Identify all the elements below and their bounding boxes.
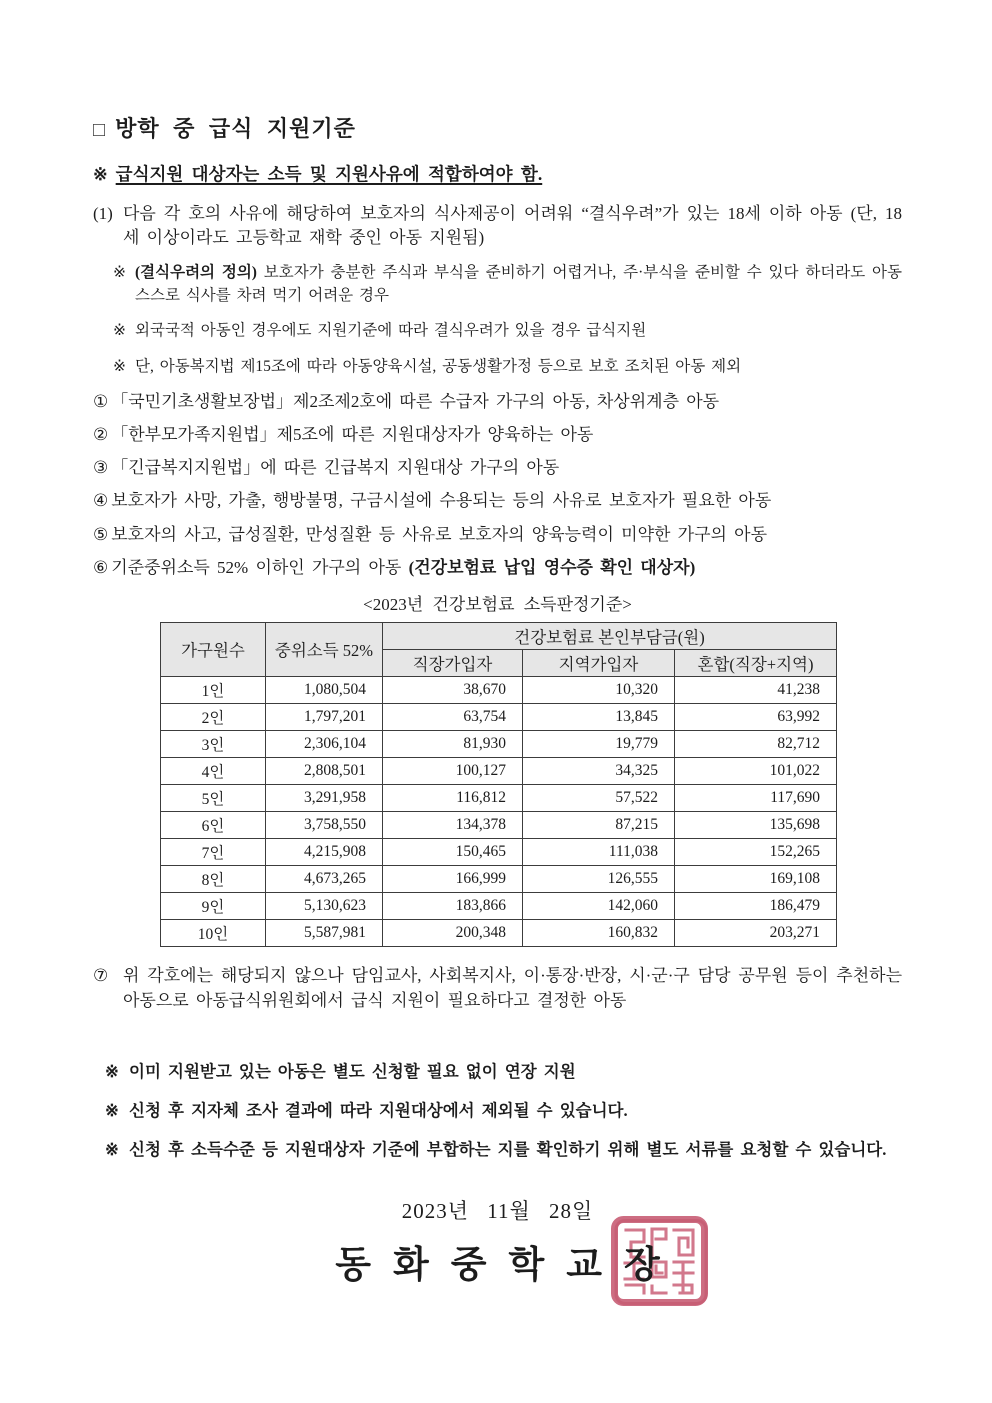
subtitle-notice (93, 161, 902, 186)
header-workplace-subscriber: 직장가입자 (383, 649, 523, 676)
table-row (161, 757, 837, 784)
household-size-cell: 4인 (161, 757, 266, 784)
note-text: 외국국적 아동인 경우에도 지원기준에 따라 결식우려가 있을 경우 급식지원 (135, 322, 647, 340)
circled-number-icon: ⑥ (93, 557, 109, 577)
amount-cell: 116,812 (383, 784, 523, 811)
circled-number-icon: ① (93, 392, 109, 412)
household-size-cell: 1인 (161, 676, 266, 703)
amount-cell: 3,758,550 (266, 811, 383, 838)
circled-number-icon: ⑤ (93, 524, 109, 544)
table-row (161, 811, 837, 838)
table-row (161, 892, 837, 919)
table-row (161, 865, 837, 892)
amount-cell: 111,038 (523, 838, 675, 865)
amount-cell: 5,587,981 (266, 919, 383, 946)
amount-cell: 134,378 (383, 811, 523, 838)
amount-cell: 10,320 (523, 676, 675, 703)
amount-cell: 63,754 (383, 703, 523, 730)
footnotes (105, 1060, 902, 1162)
criteria-item-4 (93, 490, 902, 512)
table-row (161, 730, 837, 757)
criteria-bold-text: (건강보험료 납입 영수증 확인 대상자) (408, 557, 696, 577)
household-size-cell: 3인 (161, 730, 266, 757)
amount-cell: 2,306,104 (266, 730, 383, 757)
amount-cell: 4,215,908 (266, 838, 383, 865)
amount-cell: 203,271 (675, 919, 837, 946)
table-row (161, 703, 837, 730)
household-size-cell: 5인 (161, 784, 266, 811)
amount-cell: 1,797,201 (266, 703, 383, 730)
amount-cell: 200,348 (383, 919, 523, 946)
reference-mark-icon: ※ (105, 1061, 119, 1081)
header-median-income: 중위소득 52% (266, 622, 383, 676)
clause-1-text: 다음 각 호의 사유에 해당하여 보호자의 식사제공이 어려워 “결식우려”가 있는 18세 이하 아동 (단, 18세 이상이라도 고등학교 재학 중인 아동 지원됨) (123, 204, 902, 248)
amount-cell: 57,522 (523, 784, 675, 811)
household-size-cell: 9인 (161, 892, 266, 919)
household-size-cell: 6인 (161, 811, 266, 838)
criteria-text: 「국민기초생활보장법」제2조제2호에 따른 수급자 가구의 아동, 차상위계층 아동 (111, 392, 720, 412)
criteria-item-6 (93, 557, 902, 579)
criteria-text: 「긴급복지지원법」에 따른 긴급복지 지원대상 가구의 아동 (111, 458, 560, 478)
header-household-size: 가구원수 (161, 622, 266, 676)
amount-cell: 34,325 (523, 757, 675, 784)
note-foreign-children (113, 320, 902, 342)
table-caption: <2023년 건강보험료 소득판정기준> (363, 594, 632, 614)
criteria-text: 기준중위소득 52% 이하인 가구의 아동 (111, 557, 409, 577)
amount-cell: 101,022 (675, 757, 837, 784)
reference-mark-icon: ※ (113, 264, 126, 282)
note-mealskip-definition (113, 262, 902, 307)
header-mixed-subscriber: 혼합(직장+지역) (675, 649, 837, 676)
amount-cell: 135,698 (675, 811, 837, 838)
amount-cell: 38,670 (383, 676, 523, 703)
footnote-text: 신청 후 소득수준 등 지원대상자 기준에 부합하는 지를 확인하기 위해 별도 서류를 요청할 수 있습니다. (129, 1139, 887, 1159)
amount-cell: 1,080,504 (266, 676, 383, 703)
circled-number-icon: ⑦ (93, 965, 109, 985)
amount-cell: 186,479 (675, 892, 837, 919)
circled-number-icon: ③ (93, 458, 109, 478)
amount-cell: 3,291,958 (266, 784, 383, 811)
amount-cell: 63,992 (675, 703, 837, 730)
page-title-text: 방학 중 급식 지원기준 (115, 116, 356, 141)
criteria-item-1 (93, 391, 902, 413)
criteria-item-2 (93, 424, 902, 446)
amount-cell: 81,930 (383, 730, 523, 757)
clause-1 (93, 202, 902, 250)
table-row (161, 838, 837, 865)
table-row (161, 919, 837, 946)
clause-1-subnotes (113, 262, 902, 378)
circled-number-icon: ④ (93, 491, 109, 511)
circled-number-icon: ② (93, 425, 109, 445)
criteria-text: 보호자의 사고, 급성질환, 만성질환 등 사유로 보호자의 양육능력이 미약한 가구의 아동 (111, 524, 768, 544)
amount-cell: 13,845 (523, 703, 675, 730)
income-criteria-table (160, 622, 837, 947)
criteria-item-7 (93, 963, 902, 1014)
note-excluded-children (113, 356, 902, 378)
amount-cell: 126,555 (523, 865, 675, 892)
note-bold-prefix: (결식우려의 정의) (135, 264, 257, 282)
criteria-text: 「한부모가족지원법」제5조에 따른 지원대상자가 양육하는 아동 (111, 425, 594, 445)
footnote-2 (105, 1099, 902, 1123)
amount-cell: 183,866 (383, 892, 523, 919)
amount-cell: 117,690 (675, 784, 837, 811)
household-size-cell: 7인 (161, 838, 266, 865)
amount-cell: 166,999 (383, 865, 523, 892)
reference-mark-icon: ※ (113, 322, 126, 340)
table-row (161, 676, 837, 703)
school-principal-signature: 동화중학교장 (335, 1245, 682, 1287)
criteria-text: 보호자가 사망, 가출, 행방불명, 구금시설에 수용되는 등의 사유로 보호자가 필요한 아동 (111, 491, 772, 511)
amount-cell: 100,127 (383, 757, 523, 784)
note-text: 단, 아동복지법 제15조에 따라 아동양육시설, 공동생활가정 등으로 보호 조치된 아동 제외 (135, 357, 742, 375)
amount-cell: 5,130,623 (266, 892, 383, 919)
criteria-list (93, 391, 902, 579)
signature-block (93, 1195, 902, 1365)
reference-mark-icon: ※ (105, 1139, 119, 1159)
reference-mark-icon: ※ (93, 164, 108, 184)
amount-cell: 150,465 (383, 838, 523, 865)
amount-cell: 41,238 (675, 676, 837, 703)
criteria-item-5 (93, 524, 902, 546)
footnote-1 (105, 1060, 902, 1084)
header-premium-span: 건강보험료 본인부담금(원) (383, 622, 837, 649)
amount-cell: 152,265 (675, 838, 837, 865)
footnote-text: 이미 지원받고 있는 아동은 별도 신청할 필요 없이 연장 지원 (129, 1061, 576, 1081)
amount-cell: 2,808,501 (266, 757, 383, 784)
amount-cell: 4,673,265 (266, 865, 383, 892)
amount-cell: 169,108 (675, 865, 837, 892)
checkbox-square-icon: □ (93, 119, 107, 141)
amount-cell: 82,712 (675, 730, 837, 757)
clause-1-label: (1) (93, 204, 113, 223)
table-header (161, 622, 837, 676)
amount-cell: 87,215 (523, 811, 675, 838)
footnote-3 (105, 1138, 902, 1162)
table-row (161, 784, 837, 811)
amount-cell: 19,779 (523, 730, 675, 757)
criteria-text: 위 각호에는 해당되지 않으나 담임교사, 사회복지사, 이·통장·반장, 시·군·구 담당 공무원 등이 추천하는 아동으로 아동급식위원회에서 급식 지원이 필요하다고 결정한 아동 (123, 965, 902, 1011)
issue-date: 2023년 11월 28일 (401, 1199, 594, 1224)
reference-mark-icon: ※ (105, 1100, 119, 1120)
page-title (93, 112, 902, 143)
household-size-cell: 8인 (161, 865, 266, 892)
household-size-cell: 2인 (161, 703, 266, 730)
criteria-item-3 (93, 457, 902, 479)
reference-mark-icon: ※ (113, 357, 126, 375)
header-regional-subscriber: 지역가입자 (523, 649, 675, 676)
amount-cell: 160,832 (523, 919, 675, 946)
table-header-row (161, 622, 837, 649)
subtitle-text: 급식지원 대상자는 소득 및 지원사유에 적합하여야 함. (115, 164, 543, 184)
income-table-body (161, 676, 837, 946)
amount-cell: 142,060 (523, 892, 675, 919)
household-size-cell: 10인 (161, 919, 266, 946)
footnote-text: 신청 후 지자체 조사 결과에 따라 지원대상에서 제외될 수 있습니다. (129, 1100, 628, 1120)
note-text: 보호자가 충분한 주식과 부식을 준비하기 어렵거나, 주·부식을 준비할 수 있다 하더라도 아동 스스로 식사를 차려 먹기 어려운 경우 (135, 264, 902, 304)
